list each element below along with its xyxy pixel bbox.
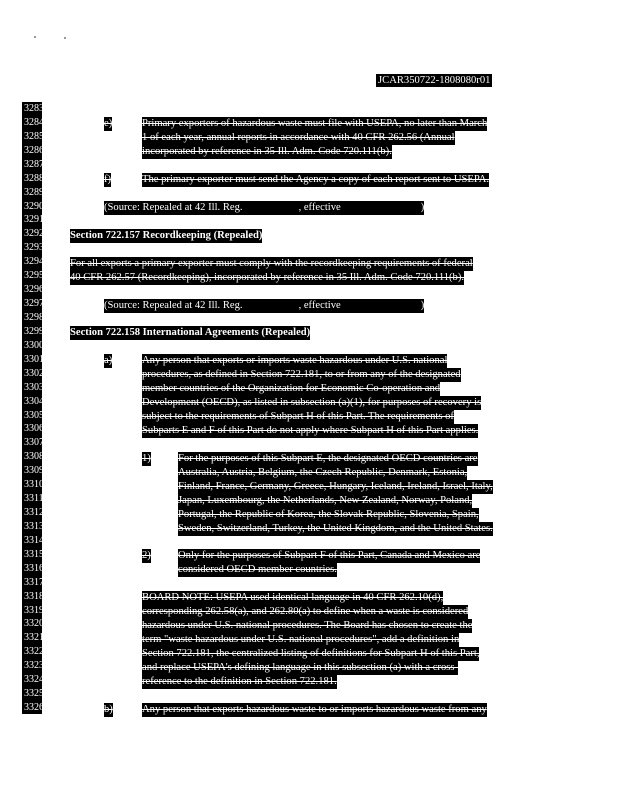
line-number: 3283 [24,103,44,114]
line-number: 3301 [24,353,44,365]
text-line-3326: Any person that exports hazardous waste to or imports hazardous waste from any [142,704,487,715]
line-number: 3291 [24,214,44,226]
text-line-3315: Only for the purposes of Subpart F of this Part, Canada and Mexico are [178,550,481,561]
text-line-3285: 1 of each year, annual reports in accordance with 40 CFR 262.56 (Annual [142,132,455,143]
line-number: 3316 [24,562,44,574]
line-number: 3323 [24,660,44,672]
source-note-2-prefix: (Source: Repealed at 42 Ill. Reg. [104,300,243,311]
section-heading-722-158-title: Section 722.158 International Agreements [70,327,259,338]
line-number: 3305 [24,409,44,421]
line-number: 3299 [24,325,44,337]
line-number: 3322 [24,646,44,658]
subsection-label-2: 2) [142,550,151,561]
line-number: 3308 [24,451,44,463]
line-number: 3294 [24,256,44,268]
subsection-label-b: b) [104,704,113,715]
source-note-1-blank [243,209,299,210]
text-line-3305: subject to the requirements of Subpart H of this Part. The requirements of [142,411,454,422]
line-number: 3286 [24,144,44,156]
scan-speck [64,37,66,39]
text-line-3294: For all exports a primary exporter must comply with the recordkeeping requirements of federal [70,258,473,269]
line-number: 3325 [24,688,44,700]
subsection-label-e: e) [104,118,113,129]
source-note-1-close: ) [420,202,425,213]
text-line-3286: incorporated by reference in 35 Ill. Adm. Code 720.111(b). [142,146,392,157]
line-number: 3318 [24,590,44,602]
line-number: 3317 [24,576,44,588]
source-note-2-effective: , effective [298,300,341,311]
text-line-3306: Subparts E and F of this Part do not apply where Subpart H of this Part applies. [142,425,479,436]
line-number: 3289 [24,186,44,198]
text-line-3311: Japan, Luxembourg, the Netherlands, New Zealand, Norway, Poland, [178,495,473,506]
line-number: 3293 [24,242,44,254]
section-heading-722-158 [70,326,310,340]
text-line-3295: 40 CFR 262.57 (Recordkeeping), incorporated by reference in 35 Ill. Adm. Code 720.111(b). [70,272,465,283]
text-line-3313: Sweden, Switzerland, Turkey, the United Kingdom, and the United States. [178,523,493,534]
document-header-code: JCAR350722-1808080r01 [378,75,491,86]
line-number: 3313 [24,520,44,532]
text-line-3312: Portugal, the Republic of Korea, the Slovak Republic, Slovenia, Spain, [178,509,479,520]
board-note-line-3322: Section 722.181, the centralized listing of definitions for Subpart H of this Part, [142,648,480,659]
line-number: 3303 [24,381,44,393]
line-number: 3310 [24,479,44,491]
board-note-line-3319: corresponding 262.58(a), and 262.80(a) to define when a waste is considered [142,606,469,617]
board-note-line-3320: hazardous under U.S. national procedures. The Board has chosen to create the [142,620,473,631]
subsection-label-a: a) [104,355,113,366]
text-line-3301: Any person that exports or imports waste hazardous under U.S. national [142,355,448,366]
section-heading-722-158-repealed: (Repealed) [258,327,311,338]
board-note-line-3323: and replace USEPA's defining language in this subsection (a) with a cross- [142,662,459,673]
section-heading-722-157-repealed: (Repealed) [210,230,263,241]
line-number: 3292 [24,228,44,240]
subsection-label-f: f) [104,174,112,185]
line-number: 3296 [24,284,44,296]
board-note-line-3324: reference to the definition in Section 722.181. [142,676,337,687]
source-note-1-effective: , effective [298,202,341,213]
line-number: 3314 [24,534,44,546]
line-number: 3285 [24,130,44,142]
line-number: 3298 [24,311,44,323]
text-line-3310: Finland, France, Germany, Greece, Hungary, Iceland, Ireland, Israel, Italy, [178,481,493,492]
source-note-2-date-blank [341,307,421,308]
board-note-line-3318: BOARD NOTE: USEPA used identical language in 40 CFR 262.10(d), [142,592,444,603]
text-line-3308: For the purposes of this Subpart E, the designated OECD countries are [178,453,478,464]
line-number: 3321 [24,632,44,644]
line-number: 3290 [24,200,44,212]
line-number: 3295 [24,270,44,282]
line-number: 3319 [24,604,44,616]
line-number: 3307 [24,437,44,449]
line-number: 3326 [24,702,44,713]
text-line-3302: procedures, as defined in Section 722.181, to or from any of the designated [142,369,461,380]
text-line-3288: The primary exporter must send the Agency a copy of each report sent to USEPA. [142,174,490,185]
line-number: 3312 [24,507,44,518]
scan-speck [34,36,36,38]
text-line-3316: considered OECD member countries. [178,564,337,575]
source-note-2 [104,299,424,313]
source-note-1-date-blank [341,209,421,210]
source-note-2-close: ) [420,300,425,311]
line-number: 3287 [24,158,44,170]
source-note-1 [104,201,424,215]
line-number: 3320 [24,618,44,630]
line-number: 3284 [24,116,44,128]
text-line-3303: member countries of the Organization for Economic Co-operation and [142,383,441,394]
line-number: 3324 [24,674,44,686]
line-number: 3315 [24,548,44,560]
line-number: 3300 [24,339,44,351]
subsection-label-1: 1) [142,453,151,464]
text-line-3304: Development (OECD), as listed in subsection (a)(1), for purposes of recovery is [142,397,482,408]
line-number: 3297 [24,298,44,309]
board-note-line-3321: term "waste hazardous under U.S. national procedures", add a definition in [142,634,460,645]
line-number: 3288 [24,172,44,184]
text-line-3309: Australia, Austria, Belgium, the Czech Republic, Denmark, Estonia, [178,467,468,478]
line-number: 3302 [24,367,44,379]
line-number: 3306 [24,423,44,435]
section-heading-722-157-title: Section 722.157 Recordkeeping [70,230,211,241]
line-number: 3311 [24,493,44,504]
line-number: 3309 [24,465,44,477]
source-note-2-blank [243,307,299,308]
section-heading-722-157 [70,229,262,243]
source-note-1-prefix: (Source: Repealed at 42 Ill. Reg. [104,202,243,213]
line-number: 3304 [24,395,44,407]
text-line-3284: Primary exporters of hazardous waste must file with USEPA, no later than March [142,118,488,129]
